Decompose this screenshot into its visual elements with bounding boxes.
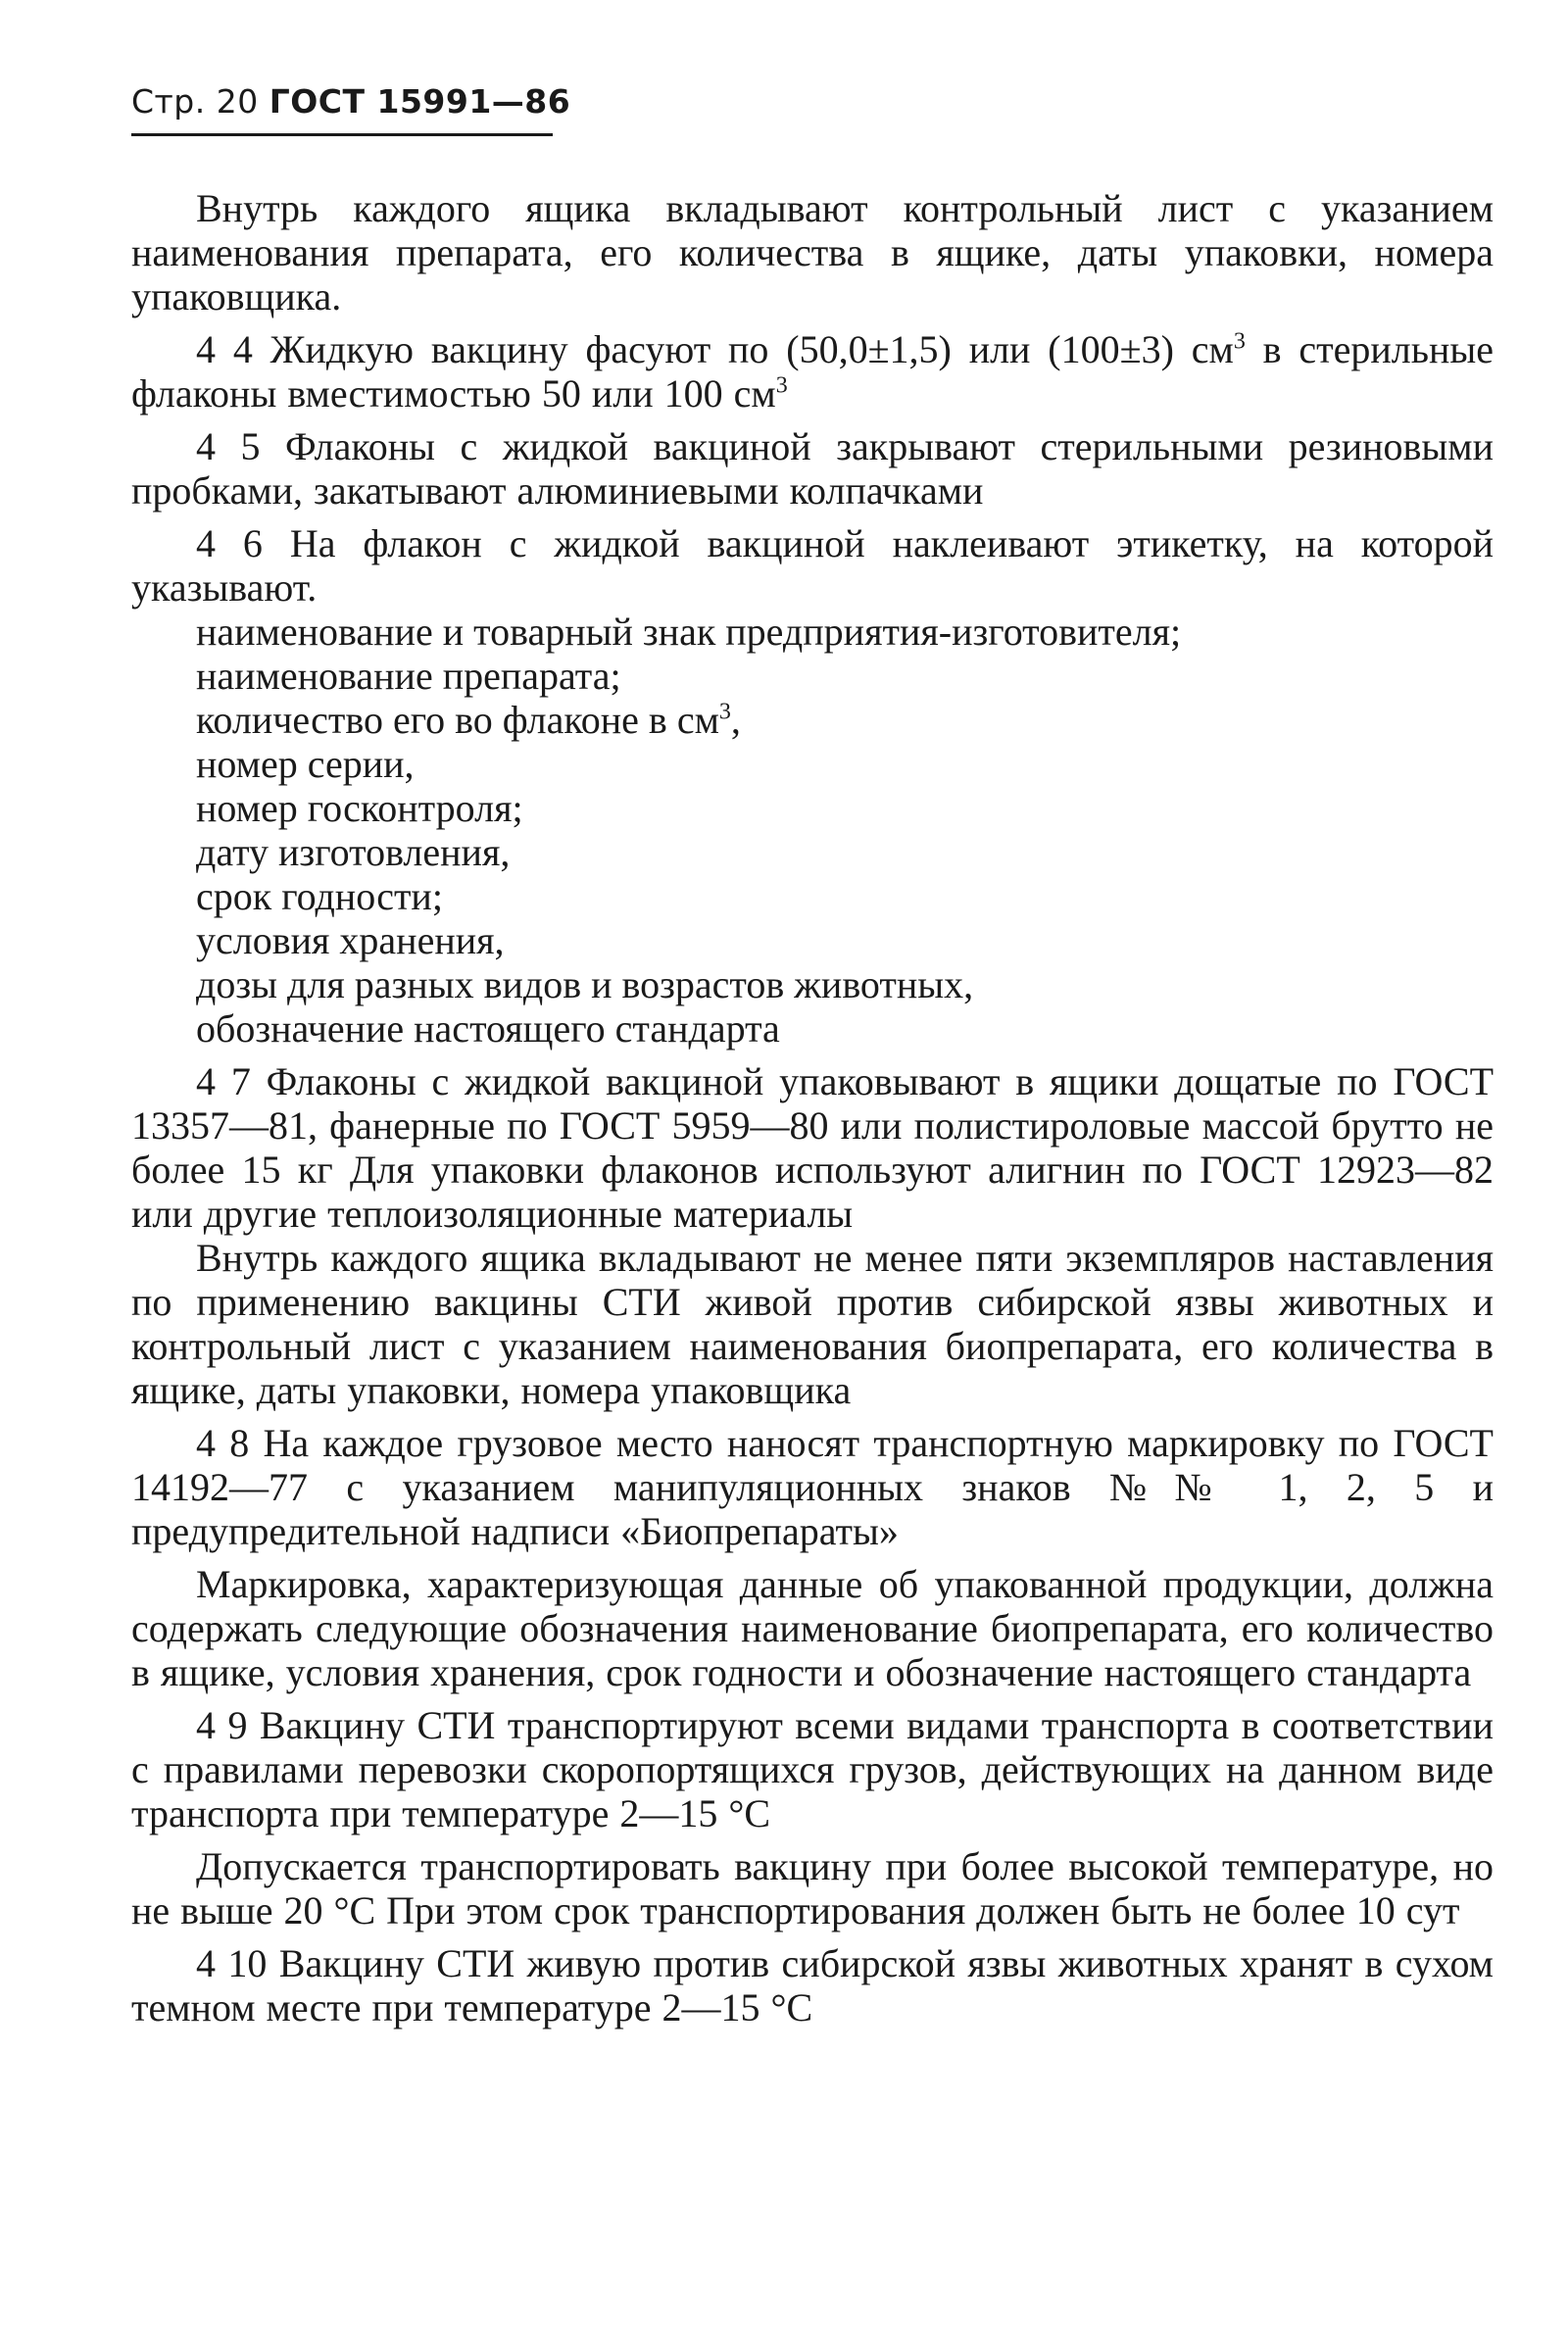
paragraph-4-4-part2: в стерильные флаконы вместимостью 50 или 100 см — [131, 327, 1494, 416]
superscript-3: 3 — [718, 699, 731, 725]
list-item: условия хранения, — [196, 918, 505, 962]
standard-number: ГОСТ 15991—86 — [269, 82, 571, 121]
paragraph-control-sheet: Внутрь каждого ящика вкладывают контрольный лист с указанием наименования препарата, его количества в ящике, даты упаковки, номера упаковщика. — [131, 186, 1494, 318]
paragraph-4-6: 4 6 На флакон с жидкой вакциной наклеивают этикетку, на которой указывают. — [131, 521, 1494, 610]
list-item: срок годности; — [196, 874, 443, 918]
list-item-text: количество его во флаконе в см — [196, 698, 719, 742]
list-item-punct: , — [730, 698, 741, 742]
list-item: наименование и товарный знак предприятия-изготовителя; — [196, 610, 1182, 654]
label-contents-list — [131, 610, 1494, 1051]
superscript-3: 3 — [1233, 328, 1246, 355]
list-item: обозначение настоящего стандарта — [196, 1006, 780, 1051]
list-item: дозы для разных видов и возрастов животных, — [196, 962, 974, 1006]
page-number: Стр. 20 — [131, 82, 259, 121]
list-item: наименование препарата; — [196, 654, 621, 698]
paragraph-4-8: 4 8 На каждое грузовое место наносят транспортную маркировку по ГОСТ 14192—77 с указанием манипуляционных знаков №№ 1, 2, 5 и предупредительной надписи «Биопрепараты» — [131, 1421, 1494, 1553]
paragraph-4-9: 4 9 Вакцину СТИ транспортируют всеми видами транспорта в соответствии с правилами перевозки скоропортящихся грузов, действующих на данном виде транспорта при температуре 2—15 °С — [131, 1703, 1494, 1835]
paragraph-instructions: Внутрь каждого ящика вкладывают не менее пяти экземпляров наставления по применению вакцины СТИ живой против сибирской язвы животных и контрольный лист с указанием наименования биопрепарата, его количества в ящике, даты упаковки, номера упаковщика — [131, 1236, 1494, 1412]
paragraph-4-5: 4 5 Флаконы с жидкой вакциной закрывают стерильными резиновыми пробками, закатывают алюминиевыми колпачками — [131, 424, 1494, 513]
superscript-3: 3 — [775, 372, 788, 399]
list-item — [131, 698, 1494, 742]
paragraph-4-4-part1: 4 4 Жидкую вакцину фасуют по (50,0±1,5) или (100±3) см — [196, 327, 1234, 371]
paragraph-4-7: 4 7 Флаконы с жидкой вакциной упаковывают в ящики дощатые по ГОСТ 13357—81, фанерные по ГОСТ 5959—80 или полистироловые массой брутто не более 15 кг Для упаковки флаконов используют алигнин по ГОСТ 12923—82 или другие теплоизоляционные материалы — [131, 1059, 1494, 1236]
paragraph-4-10: 4 10 Вакцину СТИ живую против сибирской язвы животных хранят в сухом темном месте при температуре 2—15 °С — [131, 1941, 1494, 2029]
header-text — [131, 80, 571, 123]
header-underline — [131, 133, 553, 136]
paragraph-marking: Маркировка, характеризующая данные об упакованной продукции, должна содержать следующие обозначения наименование биопрепарата, его количество в ящике, условия хранения, срок годности и обозначение настоящего стандарта — [131, 1562, 1494, 1694]
paragraph-4-4 — [131, 327, 1494, 416]
document-body — [131, 186, 1494, 2029]
list-item: номер госконтроля; — [196, 786, 523, 830]
paragraph-transport-temperature: Допускается транспортировать вакцину при более высокой температуре, но не выше 20 °С При этом срок транспортирования должен быть не более 10 сут — [131, 1844, 1494, 1932]
list-item: номер серии, — [196, 742, 415, 786]
page-header — [131, 80, 571, 139]
list-item: дату изготовления, — [196, 830, 511, 874]
